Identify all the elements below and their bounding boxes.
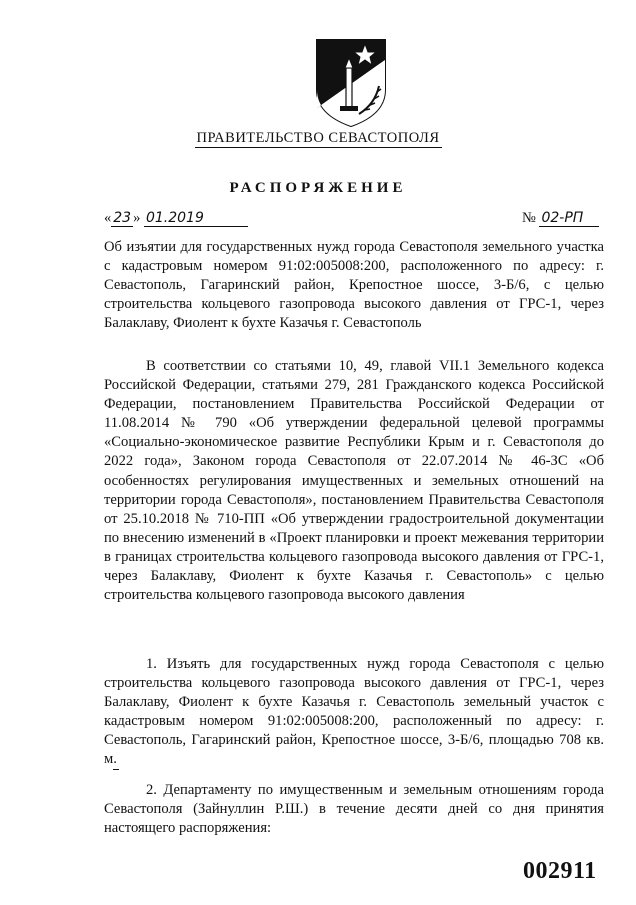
number-prefix: № [522, 210, 536, 226]
preamble-paragraph: В соответствии со статьями 10, 49, главой VII.1 Земельного кодекса Российской Федерации, статьями 279, 281 Гражданского кодекса Российской Федерации, постановлением Правительства Российской Федерации от 11.08.2014 № 790 «Об утверждении федеральной целевой программы «Социально-экономическое развитие Республики Крым и г. Севастополя до 2022 года», Законом города Севастополя от 22.07.2014 № 46-ЗС «Об особенностях регулирования имущественных и земельных отношений на территории города Севастополя», постановлением Правительства Севастополя от 25.10.2018 № 710-ПП «Об утверждении градостроительной документации по внесению изменений в «Проект планировки и проект межевания территории в границах строительства кольцевого газопровода высокого давления от ГРС-1, через Балаклаву, Фиолент к бухте Казачья г. Севастополь» с целью строительства кольцевого газопровода высокого давления [104, 358, 604, 604]
margin-mark [113, 769, 119, 770]
document-number [522, 210, 599, 227]
document-type: РАСПОРЯЖЕНИЕ [229, 180, 407, 196]
organization-name: ПРАВИТЕЛЬСТВО СЕВАСТОПОЛЯ [196, 130, 440, 146]
list-item: 1. Изъять для государственных нужд города Севастополя с целью строительства кольцевого газопровода высокого давления от ГРС-1, через Балаклаву, Фиолент к бухте Казачья г. Севастополь земельный участок с кадастровым номером 91:02:005008:200, расположенный по адресу: г. Севастополь, Гагаринский район, Крепостное шоссе, 3-Б/6, площадью 708 кв. м. [104, 656, 604, 768]
document-subject: Об изъятии для государственных нужд города Севастополя земельного участка с кадастровым номером 91:02:005008:200, расположенного по адресу: г. Севастополь, Гагаринский район, Крепостное шоссе, 3-Б/6, с целью строительства кольцевого газопровода высокого давления от ГРС-1, через Балаклаву, Фиолент к бухте Казачья г. Севастополь [104, 239, 604, 332]
date-month-year: 01.2019 [144, 210, 248, 227]
date-close-quote: » [133, 210, 141, 226]
date-day: 23 [113, 210, 132, 226]
organization-title [0, 130, 636, 147]
serial-number: 002911 [523, 858, 597, 884]
list-item: 2. Департаменту по имущественным и земельным отношениям города Севастополя (Зайнуллин Р.Ш.) в течение десяти дней со дня принятия настоящего распоряжения: [104, 782, 604, 837]
number-value: 02-РП [539, 210, 599, 227]
date-open-quote: « [104, 210, 112, 226]
sevastopol-coat-of-arms-icon [313, 38, 391, 128]
document-date [104, 210, 248, 227]
